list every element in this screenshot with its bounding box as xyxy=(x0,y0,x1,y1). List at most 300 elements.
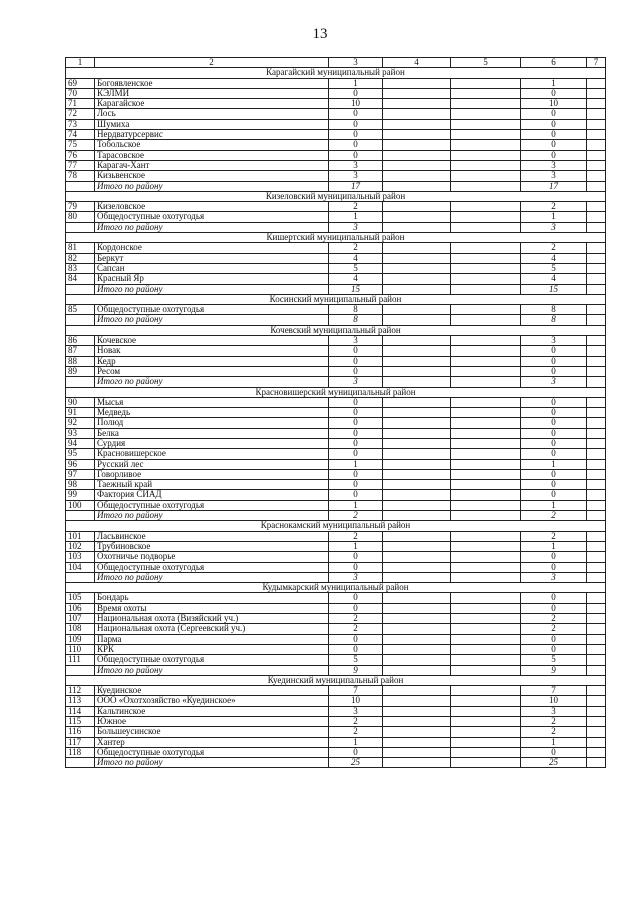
column-4-value xyxy=(383,418,451,428)
district-total-row xyxy=(66,181,606,191)
district-header-row xyxy=(66,387,606,397)
column-6-value: 5 xyxy=(521,655,587,665)
total-column-6: 3 xyxy=(521,222,587,232)
hunting-ground-name: ООО «Охотхозяйство «Куединское» xyxy=(95,696,329,706)
column-6-value: 1 xyxy=(521,541,587,551)
row-number: 114 xyxy=(66,706,95,716)
column-number: 3 xyxy=(329,58,383,68)
column-6-value: 5 xyxy=(521,263,587,273)
column-5-value xyxy=(451,181,521,191)
column-7-value xyxy=(587,88,606,98)
hunting-ground-name: Кизеловское xyxy=(95,202,329,212)
column-7-value xyxy=(587,614,606,624)
hunting-ground-name: Беркут xyxy=(95,253,329,263)
column-5-value xyxy=(451,459,521,469)
column-4-value xyxy=(383,511,451,521)
column-7-value xyxy=(587,552,606,562)
hunting-ground-name: Богоявленское xyxy=(95,78,329,88)
column-4-value xyxy=(383,78,451,88)
column-6-value: 2 xyxy=(521,717,587,727)
column-7-value xyxy=(587,356,606,366)
column-3-value: 2 xyxy=(329,624,383,634)
column-3-value: 2 xyxy=(329,727,383,737)
total-label: Итого по району xyxy=(95,315,329,325)
hunting-ground-name: Общедоступные охотугодья xyxy=(95,747,329,757)
column-6-value: 10 xyxy=(521,99,587,109)
district-header-row xyxy=(66,521,606,531)
column-6-value: 0 xyxy=(521,438,587,448)
column-7-value xyxy=(587,366,606,376)
total-label: Итого по району xyxy=(95,377,329,387)
column-4-value xyxy=(383,603,451,613)
column-6-value: 1 xyxy=(521,737,587,747)
district-name: Красновишерский муниципальный район xyxy=(66,387,606,397)
table-row xyxy=(66,562,606,572)
table-row xyxy=(66,88,606,98)
row-number: 78 xyxy=(66,171,95,181)
column-4-value xyxy=(383,758,451,768)
column-4-value xyxy=(383,614,451,624)
table-row xyxy=(66,130,606,140)
column-6-value: 8 xyxy=(521,305,587,315)
column-4-value xyxy=(383,408,451,418)
column-6-value: 3 xyxy=(521,171,587,181)
column-6-value: 0 xyxy=(521,346,587,356)
column-6-value: 0 xyxy=(521,480,587,490)
column-3-value: 0 xyxy=(329,469,383,479)
total-column-6: 8 xyxy=(521,315,587,325)
row-number: 106 xyxy=(66,603,95,613)
total-column-6: 25 xyxy=(521,758,587,768)
table-row xyxy=(66,428,606,438)
district-total-row xyxy=(66,377,606,387)
district-total-row xyxy=(66,222,606,232)
column-3-value: 3 xyxy=(329,706,383,716)
table-row xyxy=(66,706,606,716)
row-number: 82 xyxy=(66,253,95,263)
column-number: 4 xyxy=(383,58,451,68)
district-total-row xyxy=(66,511,606,521)
column-6-value: 2 xyxy=(521,202,587,212)
row-number: 84 xyxy=(66,274,95,284)
district-name: Куединский муниципальный район xyxy=(66,675,606,685)
hunting-ground-name: Кальтинское xyxy=(95,706,329,716)
hunting-ground-name: КЭЛМИ xyxy=(95,88,329,98)
total-column-3: 9 xyxy=(329,665,383,675)
hunting-ground-name: Новак xyxy=(95,346,329,356)
district-header-row xyxy=(66,191,606,201)
column-3-value: 3 xyxy=(329,336,383,346)
column-5-value xyxy=(451,130,521,140)
column-number: 2 xyxy=(95,58,329,68)
column-7-value xyxy=(587,222,606,232)
column-4-value xyxy=(383,284,451,294)
column-7-value xyxy=(587,346,606,356)
column-7-value xyxy=(587,469,606,479)
column-7-value xyxy=(587,336,606,346)
total-label: Итого по району xyxy=(95,181,329,191)
column-5-value xyxy=(451,634,521,644)
district-name: Кишертский муниципальный район xyxy=(66,233,606,243)
column-5-value xyxy=(451,655,521,665)
table-row xyxy=(66,655,606,665)
column-6-value: 0 xyxy=(521,469,587,479)
column-number: 1 xyxy=(66,58,95,68)
column-4-value xyxy=(383,500,451,510)
column-4-value xyxy=(383,160,451,170)
column-4-value xyxy=(383,737,451,747)
hunting-ground-name: Полюд xyxy=(95,418,329,428)
column-7-value xyxy=(587,428,606,438)
column-6-value: 0 xyxy=(521,119,587,129)
column-3-value: 2 xyxy=(329,531,383,541)
row-number: 74 xyxy=(66,130,95,140)
row-number: 72 xyxy=(66,109,95,119)
table-row xyxy=(66,346,606,356)
column-5-value xyxy=(451,202,521,212)
total-column-3: 17 xyxy=(329,181,383,191)
column-3-value: 0 xyxy=(329,346,383,356)
column-3-value: 0 xyxy=(329,130,383,140)
hunting-limits-table xyxy=(65,57,606,768)
column-6-value: 0 xyxy=(521,418,587,428)
column-3-value: 0 xyxy=(329,150,383,160)
hunting-ground-name: Общедоступные охотугодья xyxy=(95,212,329,222)
district-name: Карагайский муниципальный район xyxy=(66,68,606,78)
row-number xyxy=(66,758,95,768)
column-4-value xyxy=(383,655,451,665)
row-number: 99 xyxy=(66,490,95,500)
column-7-value xyxy=(587,624,606,634)
row-number: 86 xyxy=(66,336,95,346)
column-6-value: 1 xyxy=(521,500,587,510)
column-7-value xyxy=(587,541,606,551)
column-4-value xyxy=(383,356,451,366)
hunting-ground-name: Сурдия xyxy=(95,438,329,448)
column-5-value xyxy=(451,274,521,284)
table-row xyxy=(66,160,606,170)
column-7-value xyxy=(587,665,606,675)
column-4-value xyxy=(383,171,451,181)
row-number: 110 xyxy=(66,644,95,654)
column-7-value xyxy=(587,150,606,160)
column-4-value xyxy=(383,243,451,253)
column-5-value xyxy=(451,717,521,727)
column-7-value xyxy=(587,737,606,747)
column-7-value xyxy=(587,603,606,613)
column-5-value xyxy=(451,593,521,603)
column-6-value: 10 xyxy=(521,696,587,706)
row-number: 92 xyxy=(66,418,95,428)
district-total-row xyxy=(66,284,606,294)
hunting-ground-name: Говорливое xyxy=(95,469,329,479)
column-3-value: 5 xyxy=(329,263,383,273)
hunting-ground-name: Карагач-Хант xyxy=(95,160,329,170)
table-row xyxy=(66,747,606,757)
row-number: 97 xyxy=(66,469,95,479)
total-column-3: 8 xyxy=(329,315,383,325)
hunting-ground-name: КРК xyxy=(95,644,329,654)
column-6-value: 0 xyxy=(521,552,587,562)
column-6-value: 0 xyxy=(521,408,587,418)
column-7-value xyxy=(587,284,606,294)
total-column-6: 9 xyxy=(521,665,587,675)
hunting-ground-name: Большеусинское xyxy=(95,727,329,737)
table-row xyxy=(66,552,606,562)
column-4-value xyxy=(383,274,451,284)
column-5-value xyxy=(451,263,521,273)
table-row xyxy=(66,140,606,150)
column-3-value: 1 xyxy=(329,737,383,747)
column-3-value: 0 xyxy=(329,490,383,500)
row-number: 112 xyxy=(66,686,95,696)
column-4-value xyxy=(383,593,451,603)
district-name: Кочевский муниципальный район xyxy=(66,325,606,335)
hunting-ground-name: Мысья xyxy=(95,397,329,407)
column-4-value xyxy=(383,469,451,479)
district-header-row xyxy=(66,583,606,593)
column-number-row xyxy=(66,58,606,68)
column-7-value xyxy=(587,696,606,706)
hunting-ground-name: Национальная охота (Сергеевский уч.) xyxy=(95,624,329,634)
column-6-value: 0 xyxy=(521,644,587,654)
district-name: Кудымкарский муниципальный район xyxy=(66,583,606,593)
row-number: 105 xyxy=(66,593,95,603)
column-6-value: 0 xyxy=(521,88,587,98)
column-3-value: 1 xyxy=(329,500,383,510)
total-label: Итого по району xyxy=(95,511,329,521)
district-total-row xyxy=(66,758,606,768)
total-column-3: 15 xyxy=(329,284,383,294)
total-column-3: 25 xyxy=(329,758,383,768)
row-number: 94 xyxy=(66,438,95,448)
column-6-value: 0 xyxy=(521,140,587,150)
column-4-value xyxy=(383,397,451,407)
column-3-value: 0 xyxy=(329,438,383,448)
column-5-value xyxy=(451,119,521,129)
column-6-value: 2 xyxy=(521,624,587,634)
table-row xyxy=(66,737,606,747)
total-label: Итого по району xyxy=(95,758,329,768)
district-total-row xyxy=(66,572,606,582)
column-7-value xyxy=(587,130,606,140)
table-row xyxy=(66,418,606,428)
column-4-value xyxy=(383,644,451,654)
row-number: 70 xyxy=(66,88,95,98)
hunting-ground-name: Куединское xyxy=(95,686,329,696)
column-5-value xyxy=(451,480,521,490)
column-5-value xyxy=(451,253,521,263)
row-number xyxy=(66,511,95,521)
column-5-value xyxy=(451,696,521,706)
column-5-value xyxy=(451,706,521,716)
column-7-value xyxy=(587,644,606,654)
hunting-ground-name: Время охоты xyxy=(95,603,329,613)
row-number: 115 xyxy=(66,717,95,727)
row-number: 98 xyxy=(66,480,95,490)
hunting-ground-name: Шумиха xyxy=(95,119,329,129)
column-6-value: 1 xyxy=(521,78,587,88)
district-total-row xyxy=(66,665,606,675)
total-column-6: 2 xyxy=(521,511,587,521)
table-row xyxy=(66,202,606,212)
row-number: 76 xyxy=(66,150,95,160)
column-4-value xyxy=(383,109,451,119)
column-5-value xyxy=(451,531,521,541)
row-number: 102 xyxy=(66,541,95,551)
row-number: 71 xyxy=(66,99,95,109)
row-number: 100 xyxy=(66,500,95,510)
column-5-value xyxy=(451,665,521,675)
table-row xyxy=(66,171,606,181)
column-4-value xyxy=(383,346,451,356)
district-name: Кизеловский муниципальный район xyxy=(66,191,606,201)
column-4-value xyxy=(383,717,451,727)
row-number: 80 xyxy=(66,212,95,222)
column-5-value xyxy=(451,511,521,521)
column-7-value xyxy=(587,263,606,273)
total-column-3: 3 xyxy=(329,377,383,387)
row-number: 107 xyxy=(66,614,95,624)
column-4-value xyxy=(383,336,451,346)
hunting-ground-name: Кизьвенское xyxy=(95,171,329,181)
column-7-value xyxy=(587,315,606,325)
column-6-value: 0 xyxy=(521,747,587,757)
column-6-value: 0 xyxy=(521,366,587,376)
column-7-value xyxy=(587,397,606,407)
district-name: Краснокамский муниципальный район xyxy=(66,521,606,531)
column-5-value xyxy=(451,408,521,418)
column-3-value: 0 xyxy=(329,397,383,407)
hunting-ground-name: Кочевское xyxy=(95,336,329,346)
column-3-value: 0 xyxy=(329,119,383,129)
column-4-value xyxy=(383,366,451,376)
column-3-value: 0 xyxy=(329,449,383,459)
column-7-value xyxy=(587,140,606,150)
row-number: 109 xyxy=(66,634,95,644)
table-body xyxy=(66,58,606,768)
total-column-3: 3 xyxy=(329,572,383,582)
column-7-value xyxy=(587,119,606,129)
column-7-value xyxy=(587,438,606,448)
column-4-value xyxy=(383,572,451,582)
column-6-value: 7 xyxy=(521,686,587,696)
column-3-value: 4 xyxy=(329,253,383,263)
table-row xyxy=(66,397,606,407)
row-number: 69 xyxy=(66,78,95,88)
column-3-value: 10 xyxy=(329,99,383,109)
column-7-value xyxy=(587,562,606,572)
column-7-value xyxy=(587,377,606,387)
column-5-value xyxy=(451,449,521,459)
column-5-value xyxy=(451,99,521,109)
table-row xyxy=(66,438,606,448)
row-number: 104 xyxy=(66,562,95,572)
column-7-value xyxy=(587,572,606,582)
hunting-ground-name: Лось xyxy=(95,109,329,119)
column-3-value: 1 xyxy=(329,459,383,469)
column-4-value xyxy=(383,531,451,541)
row-number: 95 xyxy=(66,449,95,459)
column-5-value xyxy=(451,397,521,407)
column-7-value xyxy=(587,418,606,428)
column-7-value xyxy=(587,500,606,510)
table-row xyxy=(66,263,606,273)
hunting-ground-name: Общедоступные охотугодья xyxy=(95,305,329,315)
column-6-value: 1 xyxy=(521,459,587,469)
column-4-value xyxy=(383,263,451,273)
district-header-row xyxy=(66,675,606,685)
table-row xyxy=(66,305,606,315)
column-7-value xyxy=(587,274,606,284)
total-column-6: 15 xyxy=(521,284,587,294)
column-4-value xyxy=(383,305,451,315)
column-4-value xyxy=(383,181,451,191)
column-5-value xyxy=(451,737,521,747)
table-row xyxy=(66,500,606,510)
row-number: 111 xyxy=(66,655,95,665)
column-6-value: 0 xyxy=(521,356,587,366)
column-5-value xyxy=(451,109,521,119)
column-5-value xyxy=(451,284,521,294)
column-7-value xyxy=(587,160,606,170)
row-number: 101 xyxy=(66,531,95,541)
column-6-value: 2 xyxy=(521,614,587,624)
column-number: 5 xyxy=(451,58,521,68)
column-7-value xyxy=(587,109,606,119)
row-number xyxy=(66,181,95,191)
table-row xyxy=(66,644,606,654)
column-6-value: 0 xyxy=(521,109,587,119)
column-7-value xyxy=(587,758,606,768)
row-number: 79 xyxy=(66,202,95,212)
column-4-value xyxy=(383,315,451,325)
row-number: 93 xyxy=(66,428,95,438)
table-row xyxy=(66,603,606,613)
column-6-value: 1 xyxy=(521,212,587,222)
column-3-value: 3 xyxy=(329,171,383,181)
table-row xyxy=(66,696,606,706)
column-7-value xyxy=(587,202,606,212)
column-3-value: 0 xyxy=(329,747,383,757)
hunting-ground-name: Красный Яр xyxy=(95,274,329,284)
column-5-value xyxy=(451,644,521,654)
column-6-value: 0 xyxy=(521,593,587,603)
column-3-value: 0 xyxy=(329,644,383,654)
column-5-value xyxy=(451,469,521,479)
column-5-value xyxy=(451,336,521,346)
column-5-value xyxy=(451,490,521,500)
hunting-ground-name: Южное xyxy=(95,717,329,727)
hunting-ground-name: Общедоступные охотугодья xyxy=(95,562,329,572)
column-4-value xyxy=(383,490,451,500)
table-row xyxy=(66,253,606,263)
column-5-value xyxy=(451,686,521,696)
column-5-value xyxy=(451,88,521,98)
column-4-value xyxy=(383,552,451,562)
hunting-ground-name: Медведь xyxy=(95,408,329,418)
column-5-value xyxy=(451,552,521,562)
column-7-value xyxy=(587,305,606,315)
column-4-value xyxy=(383,119,451,129)
table-row xyxy=(66,717,606,727)
table-row xyxy=(66,408,606,418)
column-6-value: 3 xyxy=(521,706,587,716)
column-7-value xyxy=(587,78,606,88)
column-4-value xyxy=(383,150,451,160)
column-6-value: 4 xyxy=(521,274,587,284)
hunting-ground-name: Бондарь xyxy=(95,593,329,603)
